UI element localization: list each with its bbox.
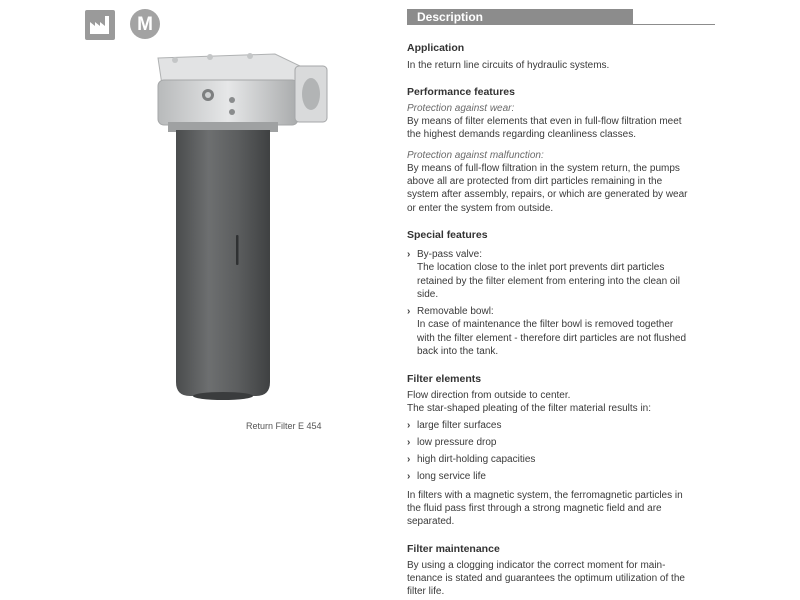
performance-heading: Performance features bbox=[407, 86, 515, 98]
bypass-title: By-pass valve: bbox=[417, 249, 483, 260]
wear-text-2: the highest demands regarding cleanliness classes. bbox=[407, 129, 637, 140]
elements-bullet: high dirt-holding capacities bbox=[417, 454, 536, 465]
elements-heading: Filter elements bbox=[407, 373, 482, 385]
bowl-line-1: In case of maintenance the filter bowl is removed together bbox=[417, 319, 674, 331]
bypass-line-1: The location close to the inlet port prevents dirt particles bbox=[417, 262, 665, 274]
elements-intro-2: The star-shaped pleating of the filter material results in: bbox=[407, 403, 652, 414]
wear-label: Protection against wear: bbox=[407, 103, 515, 114]
maintenance-text-1: By using a clogging indicator the correct moment for main- bbox=[407, 560, 666, 571]
chevron-right-icon: › bbox=[407, 306, 411, 317]
malfunction-label: Protection against malfunction: bbox=[407, 150, 544, 161]
magnetic-text-2: the fluid pass first through a strong magnetic field and are bbox=[407, 503, 662, 514]
malfunction-text-3: system after assembly, repairs, or which are generated by wear bbox=[407, 189, 688, 200]
magnetic-text-3: separated. bbox=[407, 516, 455, 527]
section-title-bar: Description bbox=[407, 9, 633, 25]
application-heading: Application bbox=[407, 42, 465, 54]
application-text: In the return line circuits of hydraulic systems. bbox=[407, 60, 610, 71]
factory-icon bbox=[85, 10, 115, 40]
list-item bbox=[407, 248, 717, 302]
chevron-right-icon: › bbox=[407, 471, 411, 482]
elements-bullet: large filter surfaces bbox=[417, 420, 502, 431]
malfunction-text-1: By means of full-flow filtration in the system return, the pumps bbox=[407, 163, 680, 174]
title-divider bbox=[633, 24, 715, 25]
maintenance-text-3: filter life. bbox=[407, 586, 445, 597]
list-item bbox=[407, 453, 717, 466]
chevron-right-icon: › bbox=[407, 454, 411, 465]
list-item bbox=[407, 436, 717, 449]
elements-intro-1: Flow direction from outside to center. bbox=[407, 390, 571, 401]
special-heading: Special features bbox=[407, 229, 488, 241]
chevron-right-icon: › bbox=[407, 420, 411, 431]
list-item bbox=[407, 470, 717, 483]
m-badge-icon: M bbox=[130, 9, 160, 39]
bowl-line-3: back into the tank. bbox=[417, 346, 499, 358]
maintenance-heading: Filter maintenance bbox=[407, 543, 500, 555]
elements-bullet: long service life bbox=[417, 471, 486, 482]
list-item bbox=[407, 305, 717, 359]
image-caption: Return Filter E 454 bbox=[246, 421, 322, 431]
maintenance-text-2: tenance is stated and guarantees the optimum utilization of the bbox=[407, 573, 685, 584]
bowl-line-2: with the filter element - therefore dirt particles are not flushed bbox=[417, 332, 687, 344]
return-filter-image bbox=[140, 40, 340, 405]
elements-bullet: low pressure drop bbox=[417, 437, 497, 448]
bypass-line-3: side. bbox=[417, 289, 439, 301]
bowl-title: Removable bowl: bbox=[417, 306, 494, 317]
chevron-right-icon: › bbox=[407, 249, 411, 260]
malfunction-text-2: above all are protected from dirt particles remaining in the bbox=[407, 176, 663, 187]
magnetic-text-1: In filters with a magnetic system, the ferromagnetic particles in bbox=[407, 490, 683, 501]
bypass-line-2: retained by the filter element from entering into the clean oil bbox=[417, 275, 680, 287]
wear-text-1: By means of filter elements that even in full-flow filtration meet bbox=[407, 116, 682, 127]
malfunction-text-4: or enter the system from outside. bbox=[407, 203, 554, 214]
chevron-right-icon: › bbox=[407, 437, 411, 448]
list-item bbox=[407, 419, 717, 432]
